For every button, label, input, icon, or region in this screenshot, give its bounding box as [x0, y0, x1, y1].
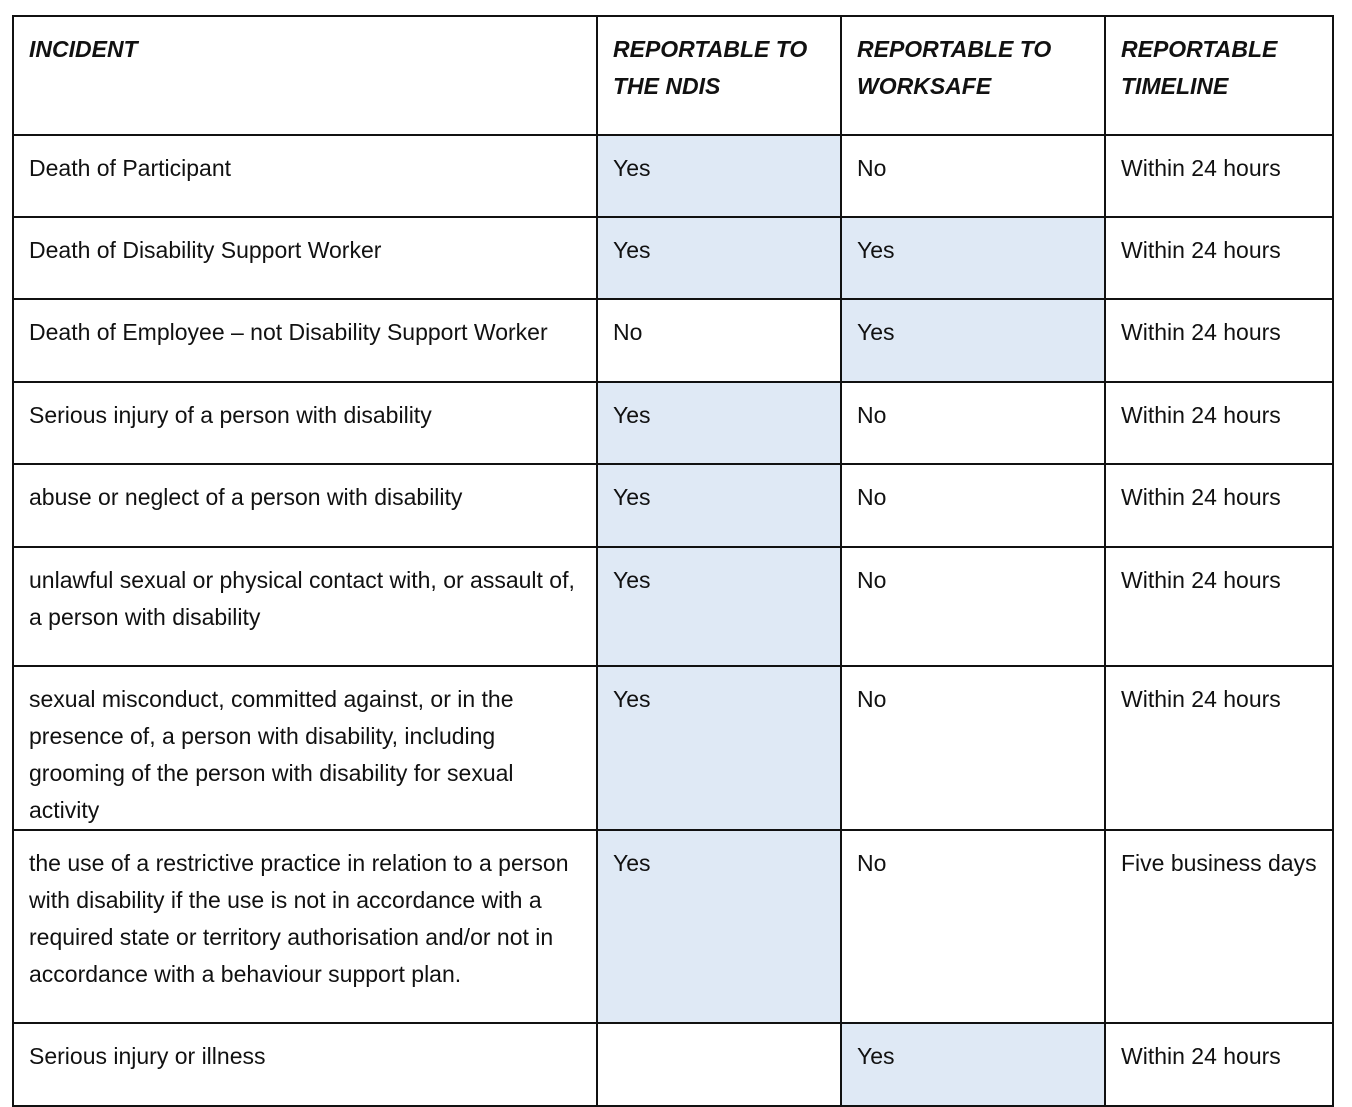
worksafe-cell: No	[841, 135, 1105, 217]
timeline-cell: Within 24 hours	[1105, 547, 1333, 666]
ndis-cell: Yes	[597, 547, 841, 666]
incident-cell: Death of Participant	[13, 135, 597, 217]
incident-cell: sexual misconduct, committed against, or in the presence of, a person with disability, including grooming of the person with disability for sexual activity	[13, 666, 597, 830]
worksafe-cell: Yes	[841, 217, 1105, 299]
ndis-cell: No	[597, 299, 841, 382]
ndis-cell: Yes	[597, 666, 841, 830]
incident-cell: Serious injury or illness	[13, 1023, 597, 1106]
table-row	[13, 1023, 1333, 1106]
ndis-cell: Yes	[597, 464, 841, 547]
header-reportable-ndis: REPORTABLE TO THE NDIS	[597, 16, 841, 135]
ndis-cell: Yes	[597, 830, 841, 1023]
table-row	[13, 666, 1333, 830]
incident-cell: Death of Employee – not Disability Support Worker	[13, 299, 597, 382]
worksafe-cell: No	[841, 464, 1105, 547]
ndis-cell	[597, 1023, 841, 1106]
incident-cell: unlawful sexual or physical contact with, or assault of, a person with disability	[13, 547, 597, 666]
incident-cell: Death of Disability Support Worker	[13, 217, 597, 299]
table-row	[13, 299, 1333, 382]
worksafe-cell: No	[841, 382, 1105, 464]
worksafe-cell: No	[841, 666, 1105, 830]
table-row	[13, 464, 1333, 547]
header-reportable-timeline: REPORTABLE TIMELINE	[1105, 16, 1333, 135]
timeline-cell: Within 24 hours	[1105, 217, 1333, 299]
table-row	[13, 830, 1333, 1023]
table-row	[13, 547, 1333, 666]
incident-cell: the use of a restrictive practice in relation to a person with disability if the use is not in accordance with a required state or territory authorisation and/or not in accordance with a behaviour support plan.	[13, 830, 597, 1023]
header-reportable-worksafe: REPORTABLE TO WORKSAFE	[841, 16, 1105, 135]
table-row	[13, 382, 1333, 464]
worksafe-cell: Yes	[841, 1023, 1105, 1106]
header-incident: INCIDENT	[13, 16, 597, 135]
timeline-cell: Within 24 hours	[1105, 464, 1333, 547]
table-row	[13, 135, 1333, 217]
worksafe-cell: Yes	[841, 299, 1105, 382]
worksafe-cell: No	[841, 547, 1105, 666]
ndis-cell: Yes	[597, 135, 841, 217]
ndis-cell: Yes	[597, 217, 841, 299]
timeline-cell: Within 24 hours	[1105, 135, 1333, 217]
incident-reporting-table	[12, 15, 1334, 1107]
timeline-cell: Five business days	[1105, 830, 1333, 1023]
ndis-cell: Yes	[597, 382, 841, 464]
timeline-cell: Within 24 hours	[1105, 1023, 1333, 1106]
timeline-cell: Within 24 hours	[1105, 299, 1333, 382]
table-row	[13, 217, 1333, 299]
incident-cell: abuse or neglect of a person with disability	[13, 464, 597, 547]
table-header-row	[13, 16, 1333, 135]
timeline-cell: Within 24 hours	[1105, 666, 1333, 830]
worksafe-cell: No	[841, 830, 1105, 1023]
timeline-cell: Within 24 hours	[1105, 382, 1333, 464]
incident-cell: Serious injury of a person with disability	[13, 382, 597, 464]
